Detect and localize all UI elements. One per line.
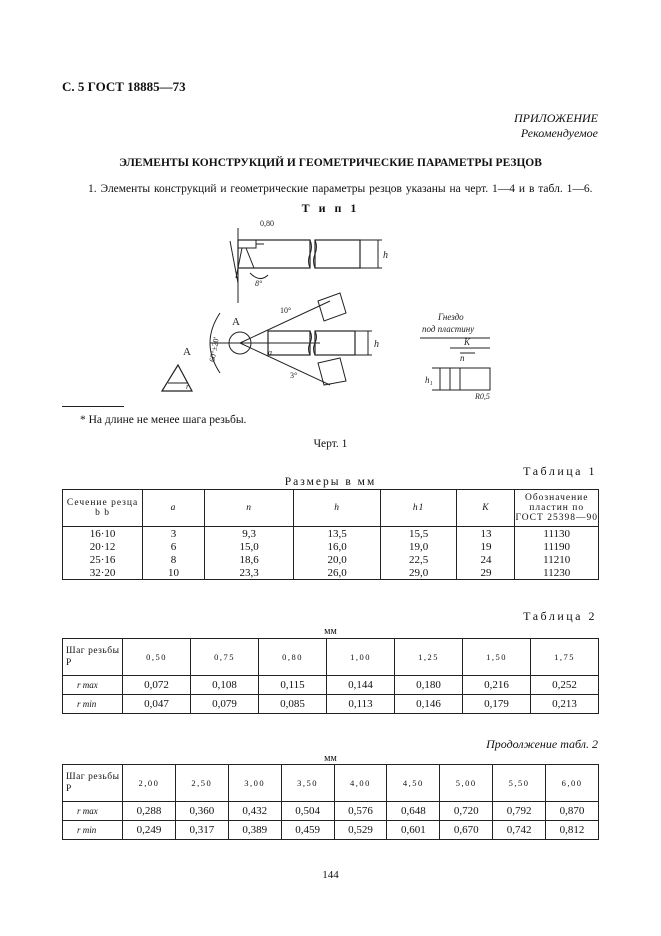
table-cell: 13	[457, 527, 515, 541]
table-cell: 0,179	[463, 695, 531, 714]
table2-cont-step: 4,00	[334, 765, 387, 802]
table1-header-row	[63, 490, 599, 527]
table-cell: 0,870	[546, 802, 599, 821]
table2-step: 0,75	[191, 639, 259, 676]
table1-caption: Таблица 1	[523, 464, 597, 478]
intro-paragraph: 1. Элементы конструкций и геометрические параметры резцов указаны на черт. 1—4 и в табл. 1—6.	[88, 183, 593, 195]
table2-step: 1,25	[395, 639, 463, 676]
table-cell: 13,5	[294, 527, 380, 541]
table2-cont-caption: Продолжение табл. 2	[486, 737, 598, 751]
table-cell: 11230	[515, 566, 599, 580]
label-A-top: А	[232, 316, 240, 328]
table-cell: 0,144	[327, 676, 395, 695]
table2-step-header: Шаг резьбы P	[63, 639, 123, 676]
table-cell: 0,459	[281, 821, 334, 840]
label-R05: R0,5	[475, 392, 490, 401]
table-cell: 0,529	[334, 821, 387, 840]
table-cell: 0,213	[531, 695, 599, 714]
table-cell: 25·16	[63, 553, 143, 566]
table-cell: 0,249	[123, 821, 176, 840]
table2-row-label: r min	[63, 695, 123, 714]
table-cell: 0,180	[395, 676, 463, 695]
table-cell: 0,216	[463, 676, 531, 695]
table-cell: 0,504	[281, 802, 334, 821]
table2-cont-step: 2,50	[175, 765, 228, 802]
table-cell: 0,115	[259, 676, 327, 695]
footnote: * На длине не менее шага резьбы.	[80, 414, 247, 426]
label-r: r	[186, 382, 190, 391]
table-cell: 0,720	[440, 802, 493, 821]
table1-col-a: a	[143, 490, 205, 527]
label-angle60: 60°±20'	[207, 336, 221, 363]
table-cell: 16·10	[63, 527, 143, 541]
table-row	[63, 821, 599, 840]
table2	[62, 638, 599, 714]
table-cell: 0,670	[440, 821, 493, 840]
table-cell: 19,0	[380, 540, 457, 553]
table-cell: 0,072	[123, 676, 191, 695]
table-cell: 0,601	[387, 821, 440, 840]
table-cell: 0,288	[123, 802, 176, 821]
table2-cont-step: 4,50	[387, 765, 440, 802]
table-cell: 32·20	[63, 566, 143, 580]
table-cell: 23,3	[204, 566, 293, 580]
type-label: Т и п 1	[301, 201, 360, 215]
table-cell: 0,742	[493, 821, 546, 840]
table-row	[63, 695, 599, 714]
footnote-rule	[62, 406, 124, 407]
cutter-side-view	[230, 228, 382, 303]
table-cell: 10	[143, 566, 205, 580]
figure-caption: Черт. 1	[313, 438, 348, 450]
table-cell: 0,812	[546, 821, 599, 840]
table-cell: 3	[143, 527, 205, 541]
table-cell: 0,108	[191, 676, 259, 695]
table1-col-plate: Обозначение пластин по ГОСТ 25398—90	[515, 490, 599, 527]
table-cell: 29,0	[380, 566, 457, 580]
label-angle8: 8°	[255, 279, 263, 288]
section-title: ЭЛЕМЕНТЫ КОНСТРУКЦИЙ И ГЕОМЕТРИЧЕСКИЕ ПАРАМЕТРЫ РЕЗЦОВ	[119, 157, 542, 169]
table-row	[63, 676, 599, 695]
table2-units: мм	[324, 626, 337, 637]
table1-col-K: K	[457, 490, 515, 527]
table-cell: 0,648	[387, 802, 440, 821]
table2-step: 1,75	[531, 639, 599, 676]
table1-col-h: h	[294, 490, 380, 527]
table2-cont-step: 5,50	[493, 765, 546, 802]
table-cell: 11130	[515, 527, 599, 541]
table-cell: 0,432	[228, 802, 281, 821]
table-cell: 0,792	[493, 802, 546, 821]
table2-continued	[62, 764, 599, 840]
table-cell: 16,0	[294, 540, 380, 553]
label-n: n	[460, 353, 465, 363]
page-number: 144	[322, 869, 339, 881]
table-row	[63, 802, 599, 821]
label-nest-2: под пластину	[422, 324, 475, 334]
table2-cont-row-label: r max	[63, 802, 123, 821]
table-row	[63, 553, 599, 566]
table-cell: 0,360	[175, 802, 228, 821]
table-cell: 0,079	[191, 695, 259, 714]
appendix-label	[514, 111, 598, 141]
label-A-left: А	[183, 346, 191, 358]
appendix-subtitle: Рекомендуемое	[520, 126, 598, 140]
label-h-plan: h	[374, 339, 379, 350]
table1-col-h1: h1	[380, 490, 457, 527]
table-cell: 20·12	[63, 540, 143, 553]
table1	[62, 489, 599, 580]
label-nest: Гнездо	[438, 312, 464, 322]
label-K: K	[464, 337, 471, 347]
table-cell: 11210	[515, 553, 599, 566]
label-a: a	[268, 348, 272, 357]
table2-cont-step-header: Шаг резьбы P	[63, 765, 123, 802]
table-cell: 18,6	[204, 553, 293, 566]
tool-drawing	[150, 213, 510, 403]
table-cell: 22,5	[380, 553, 457, 566]
label-angle10: 10°	[280, 306, 292, 315]
table2-cont-step: 3,50	[281, 765, 334, 802]
table2-caption: Таблица 2	[523, 609, 597, 623]
table2-header-row	[63, 639, 599, 676]
table-cell: 29	[457, 566, 515, 580]
label-h1: h₁	[425, 375, 433, 385]
label-h: h	[383, 250, 388, 261]
table2-cont-step: 5,00	[440, 765, 493, 802]
table2-cont-step: 3,00	[228, 765, 281, 802]
table-cell: 0,576	[334, 802, 387, 821]
table-row	[63, 527, 599, 541]
table2-cont-row-label: r min	[63, 821, 123, 840]
table2-cont-step: 2,00	[123, 765, 176, 802]
table-cell: 8	[143, 553, 205, 566]
table2-cont-units: мм	[324, 753, 337, 764]
table2-step: 0,50	[123, 639, 191, 676]
label-angle3: 3°	[290, 371, 298, 380]
table1-col-section: Сечение резца b b	[63, 490, 143, 527]
table-cell: 24	[457, 553, 515, 566]
table-cell: 0,252	[531, 676, 599, 695]
table-row	[63, 566, 599, 580]
table2-step: 0,80	[259, 639, 327, 676]
table2-cont-header-row	[63, 765, 599, 802]
table-cell: 0,085	[259, 695, 327, 714]
table-cell: 6	[143, 540, 205, 553]
table2-cont-step: 6,00	[546, 765, 599, 802]
table-cell: 19	[457, 540, 515, 553]
table1-units: Размеры в мм	[284, 476, 377, 488]
table1-col-n: n	[204, 490, 293, 527]
table2-row-label: r max	[63, 676, 123, 695]
roughness-label: 0,80	[260, 219, 274, 228]
table-row	[63, 540, 599, 553]
table-cell: 15,5	[380, 527, 457, 541]
appendix-title: ПРИЛОЖЕНИЕ	[514, 111, 598, 125]
table-cell: 0,317	[175, 821, 228, 840]
table-cell: 0,047	[123, 695, 191, 714]
table-cell: 20,0	[294, 553, 380, 566]
table-cell: 26,0	[294, 566, 380, 580]
table-cell: 0,113	[327, 695, 395, 714]
table-cell: 11190	[515, 540, 599, 553]
table-cell: 0,146	[395, 695, 463, 714]
table2-step: 1,00	[327, 639, 395, 676]
table-cell: 0,389	[228, 821, 281, 840]
page-header: С. 5 ГОСТ 18885—73	[62, 79, 186, 94]
table2-step: 1,50	[463, 639, 531, 676]
table-cell: 15,0	[204, 540, 293, 553]
table-cell: 9,3	[204, 527, 293, 541]
